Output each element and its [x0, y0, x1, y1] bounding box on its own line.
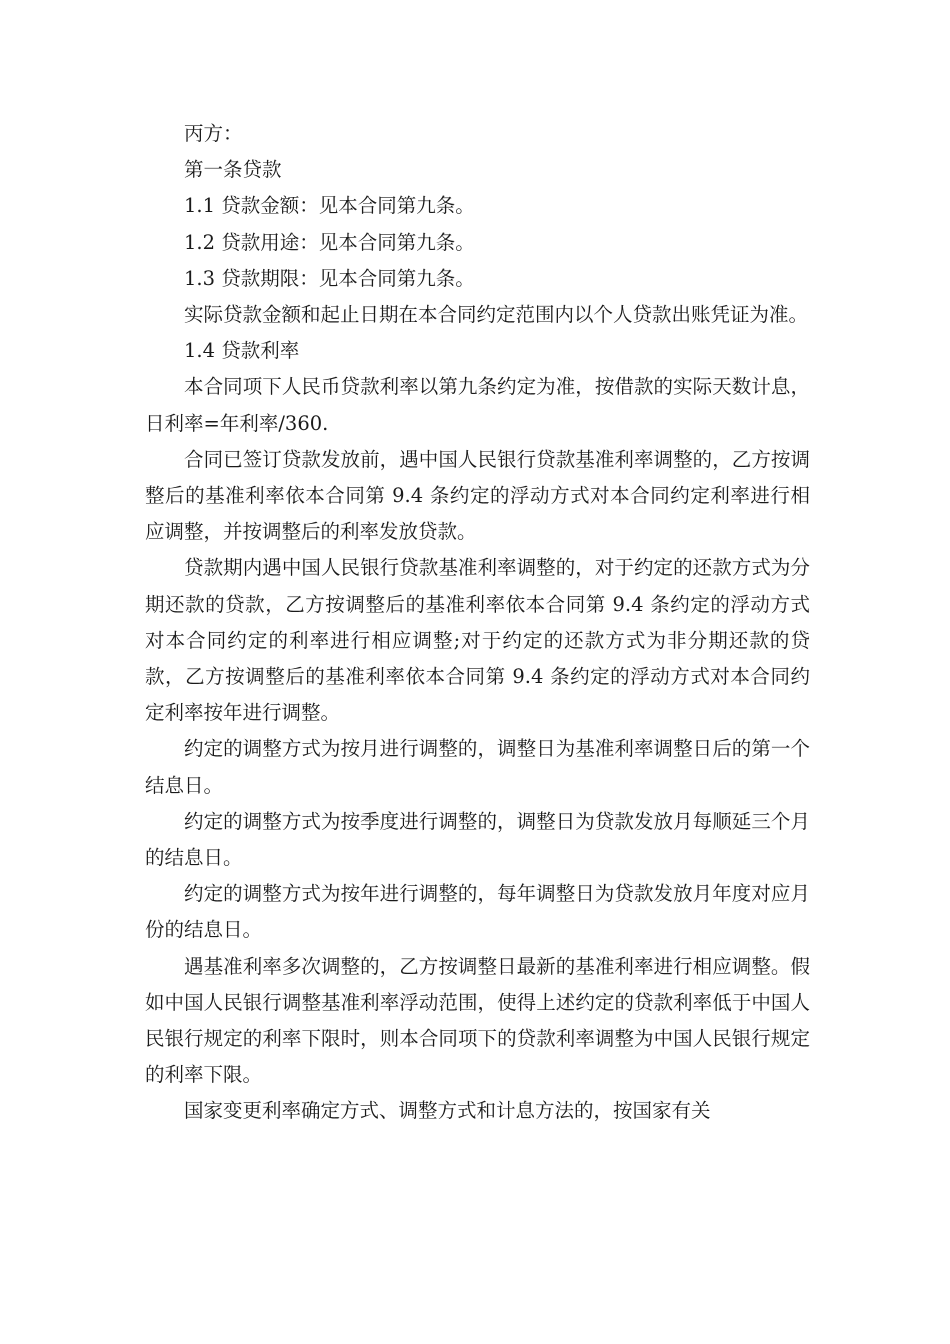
paragraph-interest-rate: 本合同项下人民币贷款利率以第九条约定为准，按借款的实际天数计息，日利率=年利率/360. — [145, 375, 810, 435]
paragraph-multiple-adjustments: 遇基准利率多次调整的，乙方按调整日最新的基准利率进行相应调整。假如中国人民银行调整基准利率浮动范围，使得上述约定的贷款利率低于中国人民银行规定的利率下限时，则本合同项下的贷款利率调整为中国人民银行规定的利率下限。 — [145, 954, 810, 1087]
clause-1-4-heading: 1.4 贷款利率 — [184, 339, 300, 363]
clause-1-1: 1.1 贷款金额：见本合同第九条。 — [184, 194, 475, 218]
paragraph-term-adjustment: 贷款期内遇中国人民银行贷款基准利率调整的，对于约定的还款方式为分期还款的贷款，乙方按调整后的基准利率依本合同第 9.4 条约定的浮动方式对本合同约定的利率进行相应调整;对于约定的还款方式为非分期还款的贷款，乙方按调整后的基准利率依本合同第 9.4 条约定的浮动方式对本合同约定利率按年进行调整。 — [145, 556, 810, 725]
party-c-label: 丙方： — [184, 122, 243, 145]
paragraph-pre-disbursement-adjustment: 合同已签订贷款发放前，遇中国人民银行贷款基准利率调整的，乙方按调整后的基准利率依本合同第 9.4 条约定的浮动方式对本合同约定利率进行相应调整，并按调整后的利率发放贷款。 — [145, 447, 810, 544]
paragraph-quarterly-adjustment: 约定的调整方式为按季度进行调整的，调整日为贷款发放月每顺延三个月的结息日。 — [145, 809, 810, 870]
paragraph-national-change: 国家变更利率确定方式、调整方式和计息方法的，按国家有关 — [184, 1099, 711, 1123]
paragraph-annual-adjustment: 约定的调整方式为按年进行调整的，每年调整日为贷款发放月年度对应月份的结息日。 — [145, 882, 810, 942]
document-page — [145, 116, 810, 1130]
paragraph-actual-amount: 实际贷款金额和起止日期在本合同约定范围内以个人贷款出账凭证为准。 — [184, 303, 809, 327]
clause-1-3: 1.3 贷款期限：见本合同第九条。 — [184, 266, 475, 290]
article-1-heading: 第一条贷款 — [184, 158, 282, 182]
clause-1-2: 1.2 贷款用途：见本合同第九条。 — [184, 230, 475, 254]
paragraph-monthly-adjustment: 约定的调整方式为按月进行调整的，调整日为基准利率调整日后的第一个结息日。 — [145, 737, 810, 797]
